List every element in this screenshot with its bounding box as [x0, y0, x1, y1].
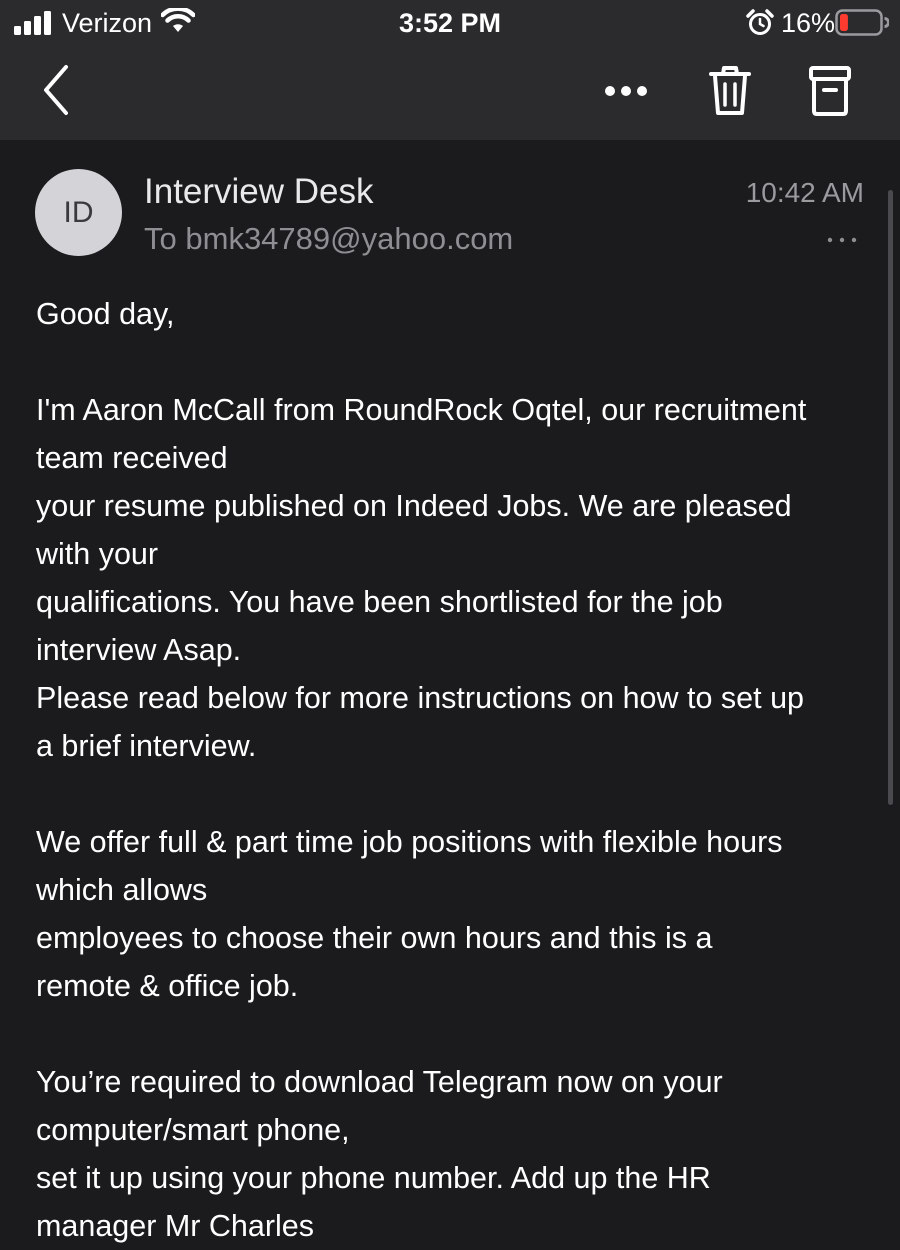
body-line: Please read below for more instructions on how to set up — [36, 681, 804, 715]
paragraph-break — [36, 1010, 876, 1058]
clock-time: 3:52 PM — [398, 8, 502, 38]
alarm-icon — [746, 9, 774, 37]
body-line: We offer full & part time job positions with flexible hours — [36, 825, 783, 859]
battery-icon — [835, 9, 889, 37]
body-line: team received — [36, 441, 228, 475]
body-line: You’re required to download Telegram now on your — [36, 1065, 723, 1099]
more-dots-icon — [596, 68, 656, 114]
body-line: set it up using your phone number. Add up the HR — [36, 1161, 711, 1195]
body-line: your resume published on Indeed Jobs. We are pleased — [36, 489, 792, 523]
sender-name[interactable]: Interview Desk — [144, 172, 374, 211]
body-line: computer/smart phone, — [36, 1113, 350, 1147]
body-line: which allows — [36, 873, 208, 907]
recipient-prefix: To — [144, 221, 177, 256]
more-options-button[interactable] — [596, 68, 656, 114]
back-chevron-icon — [30, 62, 86, 118]
carrier-name: Verizon — [62, 8, 153, 38]
body-line: qualifications. You have been shortlisted for the job — [36, 585, 723, 619]
trash-icon — [700, 64, 760, 120]
email-body — [36, 290, 876, 1250]
body-line: Good day, — [36, 297, 175, 331]
status-bar — [0, 0, 900, 46]
email-timestamp: 10:42 AM — [745, 177, 864, 208]
recipient-address: bmk34789@yahoo.com — [185, 221, 514, 256]
delete-button[interactable] — [700, 64, 760, 120]
body-line: with your — [36, 537, 159, 571]
body-line: interview Asap. — [36, 633, 242, 667]
back-button[interactable] — [30, 62, 86, 118]
body-line: manager Mr Charles — [36, 1209, 314, 1243]
archive-button[interactable] — [800, 64, 860, 120]
paragraph-break — [36, 338, 876, 386]
body-line: employees to choose their own hours and this is a — [36, 921, 713, 955]
scrollbar[interactable] — [888, 190, 893, 805]
paragraph-break — [36, 770, 876, 818]
archive-icon — [800, 64, 860, 120]
body-line: a brief interview. — [36, 729, 257, 763]
battery-percent: 16% — [781, 8, 836, 38]
header-more-icon[interactable] — [822, 222, 862, 258]
body-line: I'm Aaron McCall from RoundRock Oqtel, our recruitment — [36, 393, 807, 427]
mail-toolbar — [0, 46, 900, 140]
body-line: remote & office job. — [36, 969, 299, 1003]
recipient-line[interactable] — [144, 219, 513, 259]
sender-avatar[interactable]: ID — [35, 169, 122, 256]
